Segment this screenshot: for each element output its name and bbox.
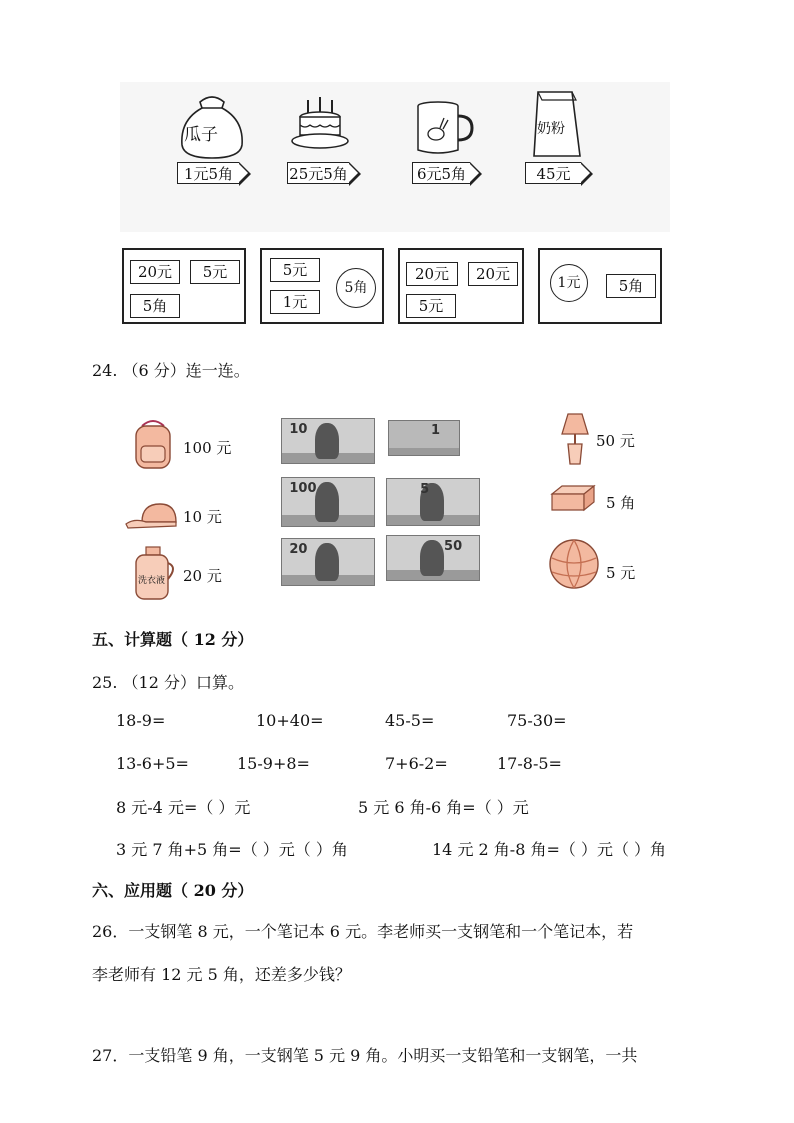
calc-r1-c3: 45-5= xyxy=(385,711,435,730)
bag-label: 瓜子 xyxy=(184,125,218,145)
rabbit-mug-icon xyxy=(412,98,476,158)
banknote-100: 100 xyxy=(281,477,375,527)
note: 5元 xyxy=(270,258,320,282)
milk-label: 奶粉 xyxy=(537,121,565,137)
calc-r1-c4: 75-30= xyxy=(507,711,567,730)
price-tag-bag: 1元5角 xyxy=(177,162,239,184)
price-50: 50 元 xyxy=(596,432,635,450)
lamp-icon xyxy=(554,410,594,470)
calc-r4-c2: 14 元 2 角-8 角=（ ）元（ ）角 xyxy=(432,840,667,859)
price-10: 10 元 xyxy=(183,508,222,526)
note: 1元 xyxy=(270,290,320,314)
banknote-1: 1 xyxy=(388,420,460,456)
calc-r1-c2: 10+40= xyxy=(256,711,324,730)
calc-r1-c1: 18-9= xyxy=(116,711,166,730)
banknote-20: 20 xyxy=(281,538,375,586)
section-6-title: 六、应用题（ 20 分） xyxy=(92,881,254,900)
banknote-5: 5 xyxy=(386,478,480,526)
backpack-icon xyxy=(128,416,178,472)
coin: 5角 xyxy=(336,268,376,308)
q26-line2: 李老师有 12 元 5 角，还差多少钱？ xyxy=(92,965,351,984)
money-box-1 xyxy=(122,248,246,324)
goods-mug xyxy=(412,98,476,158)
q26-line1: 26．一支钢笔 8 元，一个笔记本 6 元。李老师买一支钢笔和一个笔记本，若 xyxy=(92,922,634,941)
calc-r3-c2: 5 元 6 角-6 角=（ ）元 xyxy=(358,798,529,817)
note: 5角 xyxy=(130,294,180,318)
money-box-4 xyxy=(538,248,662,324)
q27-line1: 27．一支铅笔 9 角，一支钢笔 5 元 9 角。小明买一支铅笔和一支钢笔，一共 xyxy=(92,1046,638,1065)
price-tag-cake: 25元5角 xyxy=(287,162,349,184)
note: 5元 xyxy=(190,260,240,284)
eraser-icon xyxy=(550,482,596,514)
q25-title: 25. （12 分）口算。 xyxy=(92,673,244,692)
price-100: 100 元 xyxy=(183,439,232,457)
price-5jiao: 5 角 xyxy=(606,494,636,512)
calc-r2-c2: 15-9+8= xyxy=(237,754,310,773)
banknote-50: 50 xyxy=(386,535,480,581)
goods-milk xyxy=(528,88,588,160)
calc-r3-c1: 8 元-4 元=（ ）元 xyxy=(116,798,251,817)
cake-icon xyxy=(290,95,350,155)
goods-bag xyxy=(172,90,252,160)
money-box-3 xyxy=(398,248,524,324)
money-box-2 xyxy=(260,248,384,324)
goods-cake xyxy=(290,95,350,155)
coin: 1元 xyxy=(550,264,588,302)
note: 20元 xyxy=(130,260,180,284)
bottle-icon xyxy=(132,545,178,601)
price-5yuan: 5 元 xyxy=(606,564,636,582)
q24-title: 24. （6 分）连一连。 xyxy=(92,361,250,380)
note: 20元 xyxy=(406,262,458,286)
price-20: 20 元 xyxy=(183,567,222,585)
bottle-text: 洗衣液 xyxy=(138,576,166,586)
note: 20元 xyxy=(468,262,518,286)
banknote-10: 10 xyxy=(281,418,375,464)
calc-r2-c4: 17-8-5= xyxy=(497,754,562,773)
section-5-title: 五、计算题（ 12 分） xyxy=(92,630,254,649)
price-tag-mug: 6元5角 xyxy=(412,162,470,184)
note: 5元 xyxy=(406,294,456,318)
calc-r2-c3: 7+6-2= xyxy=(385,754,448,773)
cap-icon xyxy=(124,500,180,530)
ball-icon xyxy=(548,538,600,590)
note: 5角 xyxy=(606,274,656,298)
calc-r4-c1: 3 元 7 角+5 角=（ ）元（ ）角 xyxy=(116,840,348,859)
calc-r2-c1: 13-6+5= xyxy=(116,754,189,773)
price-tag-milk: 45元 xyxy=(525,162,581,184)
